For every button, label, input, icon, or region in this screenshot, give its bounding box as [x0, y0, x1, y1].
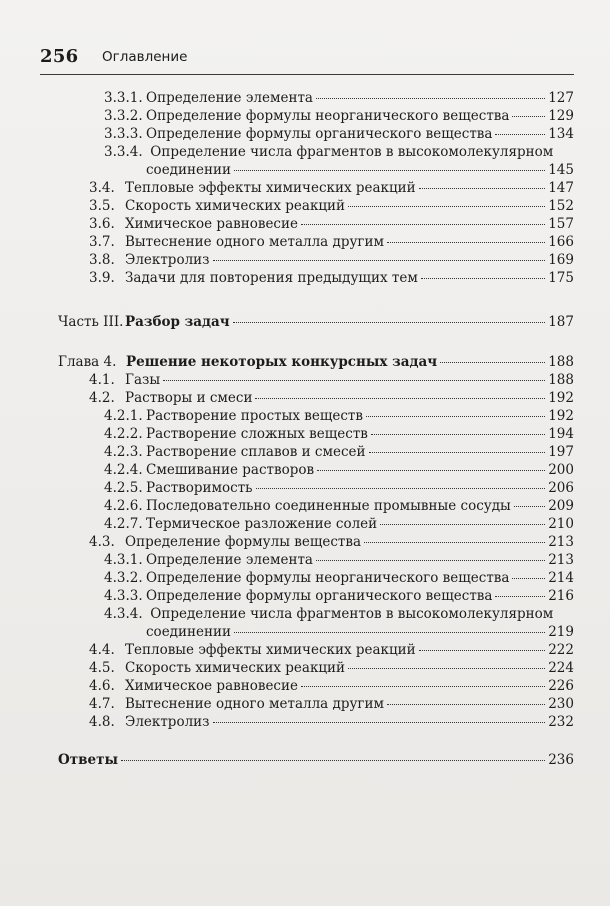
entry-page: 222 [548, 642, 574, 658]
leader-dots [316, 98, 545, 99]
entry-page: 230 [548, 696, 574, 712]
entry-page: 187 [548, 314, 574, 330]
answers-title: Ответы [58, 752, 118, 768]
toc-entry-first-line [104, 606, 553, 624]
entry-page: 210 [548, 516, 574, 532]
entry-title: Определение формулы вещества [125, 534, 362, 550]
leader-dots [366, 416, 545, 417]
leader-dots [348, 206, 545, 207]
entry-page: 192 [548, 408, 574, 424]
entry-number: 3.4. [89, 180, 115, 196]
entry-page: 134 [548, 126, 574, 142]
leader-dots [256, 488, 546, 489]
toc-entry [89, 390, 574, 408]
entry-number: 4.5. [89, 660, 115, 676]
toc-entry [89, 696, 574, 714]
leader-dots [514, 506, 545, 507]
entry-page: 200 [548, 462, 574, 478]
toc-entry [104, 552, 574, 570]
entry-title: Определение формулы неорганического вещества [146, 570, 510, 586]
leader-dots [419, 188, 546, 189]
entry-page: 219 [548, 624, 574, 640]
leader-dots [364, 542, 545, 543]
part-title: Разбор задач [125, 314, 230, 330]
leader-dots [512, 578, 545, 579]
leader-dots [371, 434, 545, 435]
toc-entry [89, 372, 574, 390]
toc-entry [89, 234, 574, 252]
leader-dots [317, 470, 545, 471]
leader-dots [213, 260, 546, 261]
leader-dots [301, 686, 545, 687]
entry-number: 4.3.3. [104, 588, 143, 604]
entry-title: Растворение простых веществ [146, 408, 364, 424]
entry-title: Тепловые эффекты химических реакций [125, 642, 416, 658]
page-number: 256 [40, 46, 79, 67]
toc-entry [104, 516, 574, 534]
leader-dots [419, 650, 546, 651]
entry-title: Электролиз [125, 714, 210, 730]
entry-page: 213 [548, 552, 574, 568]
toc-entry [146, 162, 574, 180]
leader-dots [255, 398, 545, 399]
entry-number: 4.2.1. [104, 408, 143, 424]
entry-page: 206 [548, 480, 574, 496]
entry-title: Растворение сплавов и смесей [146, 444, 366, 460]
entry-page: 232 [548, 714, 574, 730]
entry-page: 236 [548, 752, 574, 768]
toc-entry [89, 180, 574, 198]
toc-entry [89, 714, 574, 732]
entry-number: 3.6. [89, 216, 115, 232]
entry-title: Последовательно соединенные промывные сосуды [146, 498, 511, 514]
entry-page: 127 [548, 90, 574, 106]
entry-number: 4.3.2. [104, 570, 143, 586]
entry-page: 197 [548, 444, 574, 460]
entry-number: 3.9. [89, 270, 115, 286]
entry-title: Определение числа фрагментов в высокомолекулярном [150, 144, 554, 160]
toc-entry [104, 498, 574, 516]
entry-page: 157 [548, 216, 574, 232]
toc-entry [104, 426, 574, 444]
leader-dots [163, 380, 545, 381]
toc-entry [89, 270, 574, 288]
chapter-number: Глава 4. [58, 354, 117, 370]
entry-page: 147 [548, 180, 574, 196]
entry-number: 4.2.2. [104, 426, 143, 442]
leader-dots [301, 224, 545, 225]
toc-entry [104, 462, 574, 480]
entry-number: 4.1. [89, 372, 115, 388]
entry-page: 129 [548, 108, 574, 124]
leader-dots [387, 704, 545, 705]
entry-number: 4.2.5. [104, 480, 143, 496]
leader-dots [233, 322, 546, 323]
leader-dots [369, 452, 546, 453]
entry-title: Определение элемента [146, 90, 313, 106]
toc-entry-first-line [104, 144, 553, 162]
entry-title: Растворы и смеси [125, 390, 253, 406]
toc-entry [104, 480, 574, 498]
leader-dots [495, 596, 545, 597]
entry-number: 4.6. [89, 678, 115, 694]
entry-number: 4.2.4. [104, 462, 143, 478]
leader-dots [440, 362, 545, 363]
entry-title: Скорость химических реакций [125, 660, 346, 676]
toc-entry [104, 444, 574, 462]
toc-entry [89, 660, 574, 678]
entry-title: Скорость химических реакций [125, 198, 346, 214]
leader-dots [512, 116, 545, 117]
entry-title: Растворимость [146, 480, 253, 496]
toc-entry [89, 252, 574, 270]
entry-title: Определение формулы неорганического вещества [146, 108, 510, 124]
entry-number: 3.3.2. [104, 108, 143, 124]
entry-page: 188 [548, 354, 574, 370]
toc-entry [89, 198, 574, 216]
entry-number: 4.2. [89, 390, 115, 406]
entry-title-continued: соединении [146, 162, 231, 178]
toc-entry [104, 108, 574, 126]
toc-entry [89, 534, 574, 552]
toc-entry [89, 642, 574, 660]
leader-dots [380, 524, 545, 525]
entry-title-continued: соединении [146, 624, 231, 640]
part-number: Часть III. [58, 314, 124, 330]
entry-number: 4.3.4. [104, 606, 143, 622]
entry-title: Смешивание растворов [146, 462, 315, 478]
entry-page: 145 [548, 162, 574, 178]
entry-title: Химическое равновесие [125, 216, 298, 232]
toc-entry [104, 90, 574, 108]
entry-title: Определение числа фрагментов в высокомолекулярном [150, 606, 554, 622]
entry-page: 166 [548, 234, 574, 250]
leader-dots [348, 668, 545, 669]
leader-dots [121, 760, 545, 761]
entry-number: 4.3. [89, 534, 115, 550]
entry-page: 213 [548, 534, 574, 550]
entry-number: 4.7. [89, 696, 115, 712]
entry-page: 152 [548, 198, 574, 214]
entry-number: 3.3.4. [104, 144, 143, 160]
leader-dots [387, 242, 545, 243]
entry-page: 209 [548, 498, 574, 514]
leader-dots [316, 560, 545, 561]
entry-page: 214 [548, 570, 574, 586]
entry-title: Тепловые эффекты химических реакций [125, 180, 416, 196]
entry-number: 3.3.3. [104, 126, 143, 142]
leader-dots [234, 170, 545, 171]
entry-number: 3.7. [89, 234, 115, 250]
entry-title: Термическое разложение солей [146, 516, 378, 532]
running-head: Оглавление [102, 49, 188, 65]
entry-page: 224 [548, 660, 574, 676]
leader-dots [213, 722, 546, 723]
entry-title: Вытеснение одного металла другим [125, 234, 384, 250]
entry-number: 3.8. [89, 252, 115, 268]
entry-number: 4.3.1. [104, 552, 143, 568]
entry-title: Газы [125, 372, 161, 388]
entry-number: 4.2.3. [104, 444, 143, 460]
toc-chapter-entry [58, 354, 574, 372]
entry-title: Вытеснение одного металла другим [125, 696, 384, 712]
entry-number: 4.8. [89, 714, 115, 730]
toc-entry [104, 588, 574, 606]
entry-title: Определение элемента [146, 552, 313, 568]
entry-page: 175 [548, 270, 574, 286]
entry-page: 216 [548, 588, 574, 604]
entry-number: 3.3.1. [104, 90, 143, 106]
entry-page: 188 [548, 372, 574, 388]
toc-entry [146, 624, 574, 642]
entry-title: Определение формулы органического вещества [146, 126, 493, 142]
entry-title: Определение формулы органического вещества [146, 588, 493, 604]
entry-number: 4.2.7. [104, 516, 143, 532]
entry-page: 226 [548, 678, 574, 694]
toc-entry [89, 678, 574, 696]
entry-page: 192 [548, 390, 574, 406]
entry-page: 194 [548, 426, 574, 442]
entry-number: 4.4. [89, 642, 115, 658]
entry-title: Растворение сложных веществ [146, 426, 368, 442]
entry-number: 4.2.6. [104, 498, 143, 514]
entry-number: 3.5. [89, 198, 115, 214]
leader-dots [421, 278, 545, 279]
toc-entry [89, 216, 574, 234]
entry-page: 169 [548, 252, 574, 268]
chapter-title: Решение некоторых конкурсных задач [126, 354, 438, 370]
toc-entry [104, 570, 574, 588]
leader-dots [234, 632, 545, 633]
toc-entry [104, 126, 574, 144]
entry-title: Химическое равновесие [125, 678, 298, 694]
toc-part-entry [58, 314, 574, 332]
toc-entry [104, 408, 574, 426]
entry-title: Электролиз [125, 252, 210, 268]
toc-answers-entry [58, 752, 574, 770]
leader-dots [495, 134, 545, 135]
entry-title: Задачи для повторения предыдущих тем [125, 270, 418, 286]
